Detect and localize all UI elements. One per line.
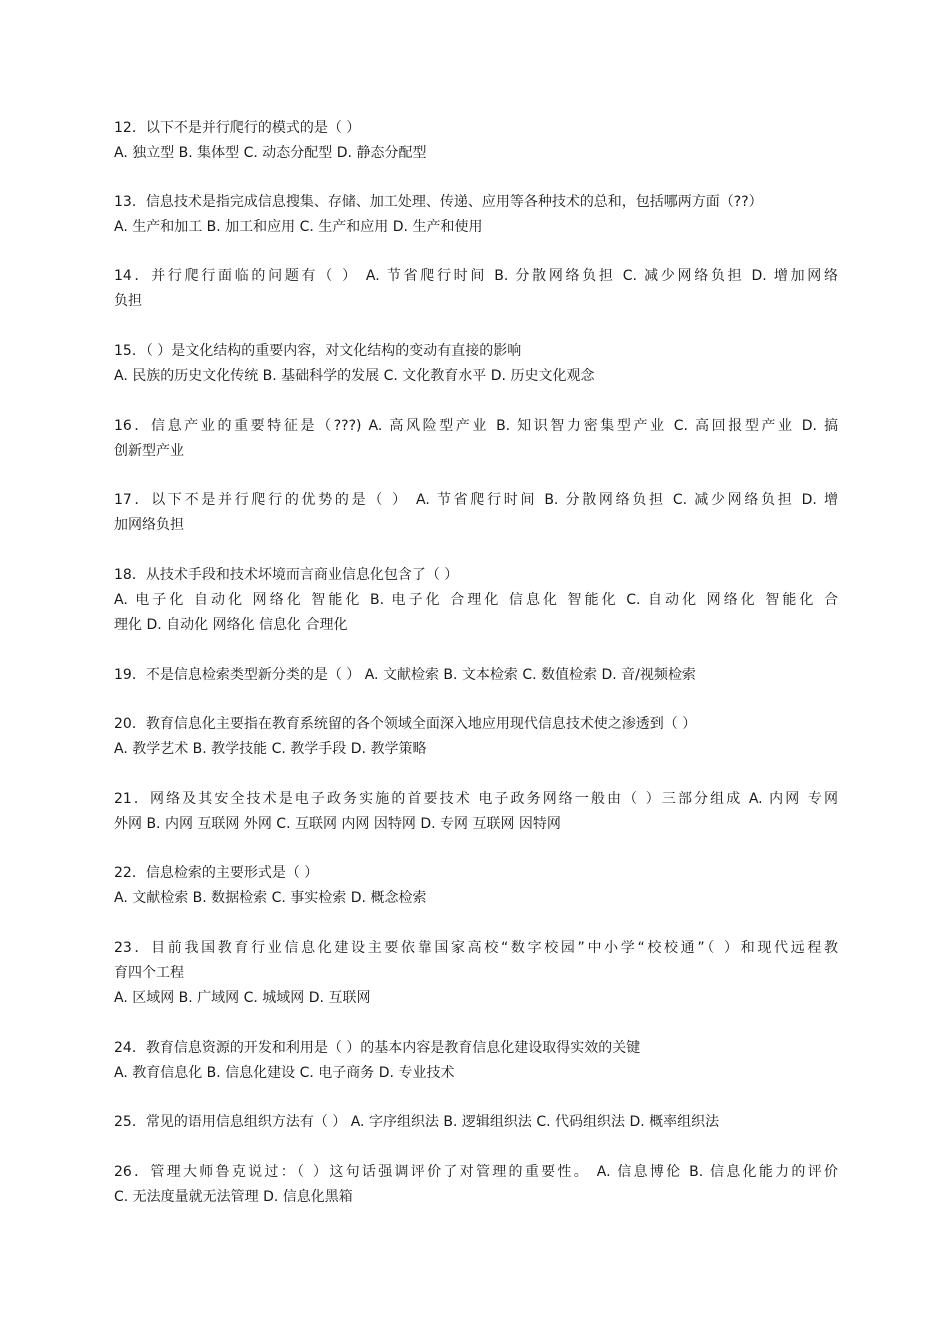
question-23	[114, 936, 838, 1011]
question-text: 14．并行爬行面临的问题有（ ） A. 节省爬行时间 B. 分散网络负担 C. 减少网络负担 D. 增加网络	[114, 268, 838, 284]
question-options: 外网 B. 内网 互联网 外网 C. 互联网 内网 因特网 D. 专网 互联网 因特网	[114, 816, 561, 832]
question-15	[114, 339, 838, 389]
question-17	[114, 488, 838, 538]
question-20	[114, 712, 838, 762]
question-16	[114, 414, 838, 464]
question-text-continued: 育四个工程	[114, 965, 184, 981]
question-options: A. 教育信息化 B. 信息化建设 C. 电子商务 D. 专业技术	[114, 1065, 455, 1081]
question-text-continued: 负担	[114, 293, 142, 309]
question-21	[114, 787, 838, 837]
question-text: 12．以下不是并行爬行的模式的是（ ）	[114, 120, 361, 136]
question-text: 17．以下不是并行爬行的优势的是（ ） A. 节省爬行时间 B. 分散网络负担 C. 减少网络负担 D. 增	[114, 492, 838, 508]
question-text: 23．目前我国教育行业信息化建设主要依靠国家高校“数字校园”中小学“校校通”（ ）和现代远程教	[114, 940, 838, 956]
question-options-continued: 理化 D. 自动化 网络化 信息化 合理化	[114, 617, 348, 633]
question-19	[114, 663, 838, 688]
question-text: 18．从技术手段和技术坏境而言商业信息化包含了（ ）	[114, 567, 459, 583]
question-text-continued: 加网络负担	[114, 517, 184, 533]
question-text: 24．教育信息资源的开发和利用是（ ）的基本内容是教育信息化建设取得实效的关键	[114, 1040, 641, 1056]
question-options: A. 生产和加工 B. 加工和应用 C. 生产和应用 D. 生产和使用	[114, 219, 483, 235]
question-options: A. 区域网 B. 广域网 C. 城域网 D. 互联网	[114, 990, 371, 1006]
question-text: 21．网络及其安全技术是电子政务实施的首要技术 电子政务网络一般由（ ）三部分组成 A. 内网 专网	[114, 791, 838, 807]
question-options: A. 教学艺术 B. 教学技能 C. 教学手段 D. 教学策略	[114, 741, 427, 757]
question-18	[114, 563, 838, 638]
question-text: 16．信息产业的重要特征是（???) A. 高风险型产业 B. 知识智力密集型产业 C. 高回报型产业 D. 搞	[114, 418, 838, 434]
question-text: 13．信息技术是指完成信息搜集、存储、加工处理、传递、应用等各种技术的总和，包括哪两方面（??）	[114, 194, 763, 210]
question-options: A. 独立型 B. 集体型 C. 动态分配型 D. 静态分配型	[114, 145, 427, 161]
question-options: A. 电子化 自动化 网络化 智能化 B. 电子化 合理化 信息化 智能化 C. 自动化 网络化 智能化 合	[114, 592, 838, 608]
question-text: 15．（ ）是文化结构的重要内容，对文化结构的变动有直接的影响	[114, 343, 522, 359]
question-22	[114, 861, 838, 911]
question-25	[114, 1110, 838, 1135]
question-options: A. 文献检索 B. 数据检索 C. 事实检索 D. 概念检索	[114, 890, 427, 906]
question-options: C. 无法度量就无法管理 D. 信息化黑箱	[114, 1189, 353, 1205]
question-text: 26．管理大师鲁克说过：（ ）这句话强调评价了对管理的重要性。 A. 信息博伦 B. 信息化能力的评价	[114, 1164, 838, 1180]
question-text: 19．不是信息检索类型新分类的是（ ） A. 文献检索 B. 文本检索 C. 数值检索 D. 音/视频检索	[114, 667, 696, 683]
question-text: 22．信息检索的主要形式是（ ）	[114, 865, 319, 881]
question-text: 20．教育信息化主要指在教育系统留的各个领域全面深入地应用现代信息技术使之渗透到（ ）	[114, 716, 697, 732]
question-13	[114, 190, 838, 240]
question-text: 25．常见的语用信息组织方法有（ ） A. 字序组织法 B. 逻辑组织法 C. 代码组织法 D. 概率组织法	[114, 1114, 720, 1130]
question-text-continued: 创新型产业	[114, 443, 184, 459]
question-14	[114, 264, 838, 314]
question-12	[114, 116, 838, 166]
question-options: A. 民族的历史文化传统 B. 基础科学的发展 C. 文化教育水平 D. 历史文化观念	[114, 368, 595, 384]
question-24	[114, 1036, 838, 1086]
question-26	[114, 1160, 838, 1210]
